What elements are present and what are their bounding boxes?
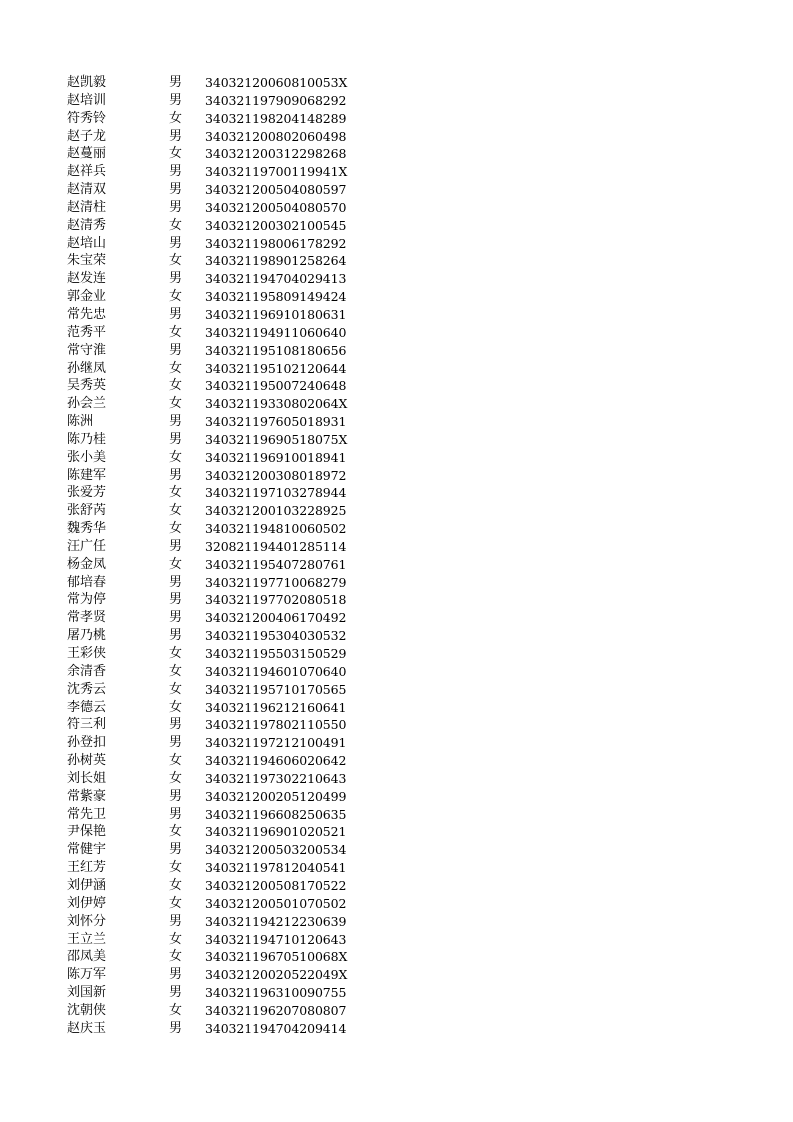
id-number-cell: 340321195503150529	[205, 646, 347, 661]
table-row	[67, 931, 367, 949]
name-cell: 赵子龙	[67, 128, 107, 144]
table-row	[67, 324, 367, 342]
gender-cell: 男	[169, 75, 183, 90]
id-number-cell: 340321195007240648	[205, 378, 347, 394]
name-cell: 汪广任	[67, 538, 107, 554]
id-number-cell: 340321196910180631	[205, 306, 347, 322]
gender-cell: 男	[169, 182, 183, 198]
id-number-cell: 340321194911060640	[205, 324, 347, 340]
id-number-cell: 340321197802110550	[205, 717, 347, 733]
id-number-cell: 340321197103278944	[205, 485, 347, 501]
gender-cell: 女	[169, 289, 183, 305]
id-number-cell: 340321197909068292	[205, 92, 347, 108]
id-number-cell: 340321194601070640	[205, 663, 347, 679]
table-row	[67, 163, 367, 181]
gender-cell: 男	[169, 735, 183, 751]
name-cell: 赵祥兵	[67, 164, 107, 180]
table-row	[67, 663, 367, 681]
name-cell: 赵清双	[67, 182, 107, 198]
gender-cell: 男	[169, 913, 183, 929]
id-number-cell: 340321198006178292	[205, 235, 347, 251]
table-row	[67, 181, 367, 199]
id-number-cell: 340321200501070502	[205, 895, 347, 911]
name-cell: 邵凤美	[67, 949, 107, 965]
name-cell: 尹保艳	[67, 824, 107, 840]
gender-cell: 男	[169, 235, 183, 251]
id-number-cell: 340321195102120644	[205, 360, 347, 376]
table-row	[67, 110, 367, 128]
table-row	[67, 1020, 367, 1038]
gender-cell: 女	[169, 378, 183, 394]
name-cell: 张小美	[67, 449, 107, 465]
table-row	[67, 984, 367, 1002]
name-cell: 刘怀分	[67, 913, 107, 929]
name-cell: 魏秀华	[67, 521, 107, 537]
table-row	[67, 913, 367, 931]
table-row	[67, 806, 367, 824]
gender-cell: 女	[169, 699, 183, 715]
id-number-cell: 34032119690518075X	[205, 431, 348, 447]
id-number-cell: 34032120020522049X	[205, 967, 348, 983]
table-row	[67, 699, 367, 717]
gender-cell: 女	[169, 681, 183, 697]
id-number-cell: 340321200308018972	[205, 467, 347, 483]
name-cell: 陈建军	[67, 467, 107, 483]
id-number-cell: 340321200103228925	[205, 503, 347, 519]
id-number-cell: 340321200503200534	[205, 842, 347, 858]
table-row	[67, 342, 367, 360]
id-number-cell: 340321200406170492	[205, 610, 347, 626]
gender-cell: 男	[169, 92, 183, 108]
table-row	[67, 484, 367, 502]
id-number-cell: 340321194710120643	[205, 931, 347, 947]
id-number-cell: 340321200504080570	[205, 199, 347, 215]
gender-cell: 女	[169, 556, 183, 572]
gender-cell: 女	[169, 770, 183, 786]
table-row	[67, 538, 367, 556]
name-cell: 赵发连	[67, 271, 107, 287]
table-row	[67, 877, 367, 895]
table-row	[67, 609, 367, 627]
name-cell: 郁培春	[67, 574, 107, 590]
name-cell: 赵凯毅	[67, 75, 107, 90]
table-row	[67, 859, 367, 877]
gender-cell: 男	[169, 431, 183, 447]
name-cell: 屠乃桃	[67, 628, 107, 644]
id-number-cell: 320821194401285114	[205, 538, 347, 554]
name-cell: 余清香	[67, 663, 107, 679]
name-cell: 陈洲	[67, 414, 94, 430]
gender-cell: 男	[169, 788, 183, 804]
gender-cell: 女	[169, 1002, 183, 1018]
name-cell: 刘国新	[67, 985, 107, 1001]
name-cell: 常为停	[67, 592, 107, 608]
name-cell: 常孝贤	[67, 610, 107, 626]
gender-cell: 男	[169, 842, 183, 858]
id-number-cell: 340321196212160641	[205, 699, 347, 715]
gender-cell: 男	[169, 985, 183, 1001]
table-row	[67, 395, 367, 413]
table-row	[67, 556, 367, 574]
name-cell: 常紫豪	[67, 788, 107, 804]
name-cell: 常先卫	[67, 806, 107, 822]
gender-cell: 男	[169, 467, 183, 483]
id-number-cell: 34032120060810053X	[205, 75, 348, 90]
id-number-cell: 340321195108180656	[205, 342, 347, 358]
id-number-cell: 340321197605018931	[205, 414, 347, 430]
table-row	[67, 431, 367, 449]
gender-cell: 女	[169, 877, 183, 893]
name-cell: 王红芳	[67, 860, 107, 876]
id-number-cell: 340321196207080807	[205, 1002, 347, 1018]
table-row	[67, 467, 367, 485]
table-row	[67, 520, 367, 538]
gender-cell: 男	[169, 306, 183, 322]
name-cell: 赵培山	[67, 235, 107, 251]
name-cell: 张舒芮	[67, 503, 107, 519]
table-row	[67, 199, 367, 217]
name-cell: 朱宝荣	[67, 253, 107, 269]
name-cell: 常守淮	[67, 342, 107, 358]
id-number-cell: 340321195407280761	[205, 556, 347, 572]
table-row	[67, 217, 367, 235]
name-cell: 吴秀英	[67, 378, 107, 394]
gender-cell: 男	[169, 574, 183, 590]
table-row	[67, 1002, 367, 1020]
id-number-cell: 340321196910018941	[205, 449, 347, 465]
id-number-cell: 340321200508170522	[205, 877, 347, 893]
gender-cell: 女	[169, 217, 183, 233]
gender-cell: 女	[169, 110, 183, 126]
gender-cell: 男	[169, 342, 183, 358]
id-number-cell: 340321194704209414	[205, 1020, 347, 1036]
table-row	[67, 823, 367, 841]
id-number-cell: 340321195304030532	[205, 628, 347, 644]
table-row	[67, 145, 367, 163]
table-row	[67, 413, 367, 431]
name-cell: 刘伊婷	[67, 895, 107, 911]
gender-cell: 女	[169, 646, 183, 661]
table-row	[67, 752, 367, 770]
gender-cell: 男	[169, 610, 183, 626]
gender-cell: 女	[169, 485, 183, 501]
name-cell: 刘长姐	[67, 770, 107, 786]
gender-cell: 男	[169, 199, 183, 215]
gender-cell: 女	[169, 663, 183, 679]
name-cell: 孙登扣	[67, 735, 107, 751]
name-cell: 赵清柱	[67, 199, 107, 215]
name-cell: 李德云	[67, 699, 107, 715]
name-cell: 张爱芳	[67, 485, 107, 501]
table-row	[67, 966, 367, 984]
id-number-cell: 340321197302210643	[205, 770, 347, 786]
name-cell: 郭金业	[67, 289, 107, 305]
table-row	[67, 306, 367, 324]
id-number-cell: 340321197212100491	[205, 735, 347, 751]
name-cell: 沈秀云	[67, 681, 107, 697]
name-cell: 符三利	[67, 717, 107, 733]
id-number-cell: 340321194606020642	[205, 753, 347, 769]
table-row	[67, 235, 367, 253]
id-number-cell: 340321197812040541	[205, 860, 347, 876]
name-cell: 刘伊涵	[67, 877, 107, 893]
table-row	[67, 288, 367, 306]
gender-cell: 女	[169, 521, 183, 537]
table-row	[67, 645, 367, 663]
table-row	[67, 574, 367, 592]
name-cell: 赵培训	[67, 92, 107, 108]
table-row	[67, 770, 367, 788]
gender-cell: 女	[169, 396, 183, 412]
table-row	[67, 788, 367, 806]
gender-cell: 女	[169, 824, 183, 840]
name-cell: 范秀平	[67, 324, 107, 340]
id-number-cell: 340321196310090755	[205, 985, 347, 1001]
gender-cell: 女	[169, 324, 183, 340]
id-number-cell: 340321198204148289	[205, 110, 347, 126]
gender-cell: 女	[169, 146, 183, 162]
id-number-cell: 340321194704029413	[205, 271, 347, 287]
id-number-cell: 340321195809149424	[205, 289, 347, 305]
id-number-cell: 340321200302100545	[205, 217, 347, 233]
name-cell: 常先忠	[67, 306, 107, 322]
name-cell: 赵清秀	[67, 217, 107, 233]
gender-cell: 男	[169, 538, 183, 554]
id-number-cell: 34032119700119941X	[205, 164, 348, 180]
gender-cell: 女	[169, 449, 183, 465]
gender-cell: 女	[169, 360, 183, 376]
table-row	[67, 449, 367, 467]
table-row	[67, 502, 367, 520]
gender-cell: 男	[169, 806, 183, 822]
id-number-cell: 340321197702080518	[205, 592, 347, 608]
gender-cell: 男	[169, 414, 183, 430]
table-row	[67, 627, 367, 645]
gender-cell: 男	[169, 271, 183, 287]
table-row	[67, 681, 367, 699]
name-cell: 孙会兰	[67, 396, 107, 412]
name-cell: 陈万军	[67, 967, 107, 983]
gender-cell: 男	[169, 164, 183, 180]
name-cell: 符秀铃	[67, 110, 107, 126]
gender-cell: 女	[169, 895, 183, 911]
id-number-cell: 340321197710068279	[205, 574, 347, 590]
roster-table	[67, 74, 367, 1038]
table-row	[67, 948, 367, 966]
gender-cell: 女	[169, 503, 183, 519]
name-cell: 赵庆玉	[67, 1020, 107, 1036]
name-cell: 常健宇	[67, 842, 107, 858]
table-row	[67, 128, 367, 146]
table-row	[67, 270, 367, 288]
id-number-cell: 340321196901020521	[205, 824, 347, 840]
gender-cell: 女	[169, 931, 183, 947]
gender-cell: 女	[169, 860, 183, 876]
gender-cell: 男	[169, 628, 183, 644]
table-row	[67, 360, 367, 378]
name-cell: 陈乃桂	[67, 431, 107, 447]
id-number-cell: 340321194212230639	[205, 913, 347, 929]
id-number-cell: 340321200312298268	[205, 146, 347, 162]
name-cell: 孙树英	[67, 753, 107, 769]
id-number-cell: 340321200205120499	[205, 788, 347, 804]
id-number-cell: 34032119330802064X	[205, 396, 348, 412]
gender-cell: 男	[169, 717, 183, 733]
id-number-cell: 340321200802060498	[205, 128, 347, 144]
id-number-cell: 340321200504080597	[205, 182, 347, 198]
name-cell: 沈朝侠	[67, 1002, 107, 1018]
id-number-cell: 34032119670510068X	[205, 949, 348, 965]
gender-cell: 男	[169, 967, 183, 983]
id-number-cell: 340321198901258264	[205, 253, 347, 269]
name-cell: 赵蔓丽	[67, 146, 107, 162]
table-row	[67, 591, 367, 609]
id-number-cell: 340321196608250635	[205, 806, 347, 822]
table-row	[67, 716, 367, 734]
gender-cell: 男	[169, 1020, 183, 1036]
gender-cell: 女	[169, 949, 183, 965]
gender-cell: 男	[169, 128, 183, 144]
table-row	[67, 74, 367, 92]
table-row	[67, 895, 367, 913]
name-cell: 孙继凤	[67, 360, 107, 376]
table-row	[67, 734, 367, 752]
id-number-cell: 340321195710170565	[205, 681, 347, 697]
table-row	[67, 252, 367, 270]
gender-cell: 男	[169, 592, 183, 608]
gender-cell: 女	[169, 253, 183, 269]
id-number-cell: 340321194810060502	[205, 521, 347, 537]
table-row	[67, 377, 367, 395]
name-cell: 王彩侠	[67, 646, 107, 661]
name-cell: 杨金凤	[67, 556, 107, 572]
name-cell: 王立兰	[67, 931, 107, 947]
table-row	[67, 841, 367, 859]
table-row	[67, 92, 367, 110]
gender-cell: 女	[169, 753, 183, 769]
